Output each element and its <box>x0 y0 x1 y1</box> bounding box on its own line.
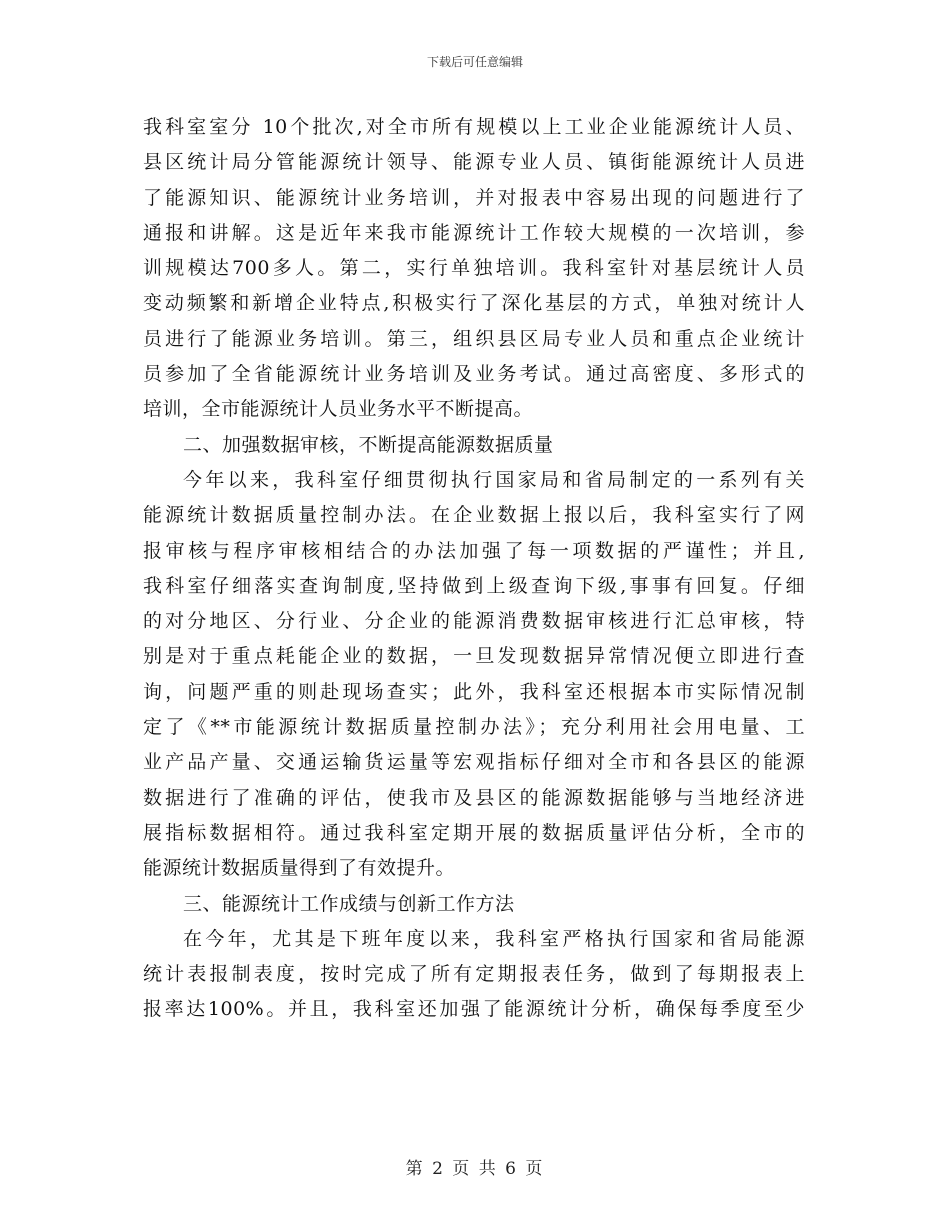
paragraph-line: 员进行了能源业务培训。第三，组织县区局专业人员和重点企业统计 <box>143 327 805 350</box>
paragraph-line: 我科室室分 10个批次,对全市所有规模以上工业企业能源统计人员、 <box>143 116 805 138</box>
paragraph-line: 在今年，尤其是下班年度以来，我科室严格执行国家和省局能源 <box>183 927 805 950</box>
paragraph-line: 县区统计局分管能源统计领导、能源专业人员、镇街能源统计人员进 <box>143 151 805 174</box>
paragraph-line: 训规模达700多人。第二，实行单独培训。我科室针对基层统计人员 <box>143 257 805 280</box>
paragraph-line: 今年以来，我科室仔细贯彻执行国家局和省局制定的一系列有关 <box>183 468 805 491</box>
paragraph-line: 能源统计数据质量控制办法。在企业数据上报以后，我科室实行了网 <box>143 504 805 527</box>
paragraph-line: 员参加了全省能源统计业务培训及业务考试。通过高密度、多形式的 <box>143 363 805 386</box>
section-heading: 二、加强数据审核，不断提高能源数据质量 <box>183 433 554 456</box>
paragraph-line: 培训，全市能源统计人员业务水平不断提高。 <box>143 398 534 421</box>
paragraph-line: 别是对于重点耗能企业的数据，一旦发现数据异常情况便立即进行查 <box>143 645 805 668</box>
paragraph-line: 了能源知识、能源统计业务培训，并对报表中容易出现的问题进行了 <box>143 186 805 209</box>
paragraph-line: 数据进行了准确的评估，使我市及县区的能源数据能够与当地经济进 <box>143 786 805 809</box>
paragraph-line: 报率达100%。并且，我科室还加强了能源统计分析，确保每季度至少 <box>143 998 805 1021</box>
paragraph-line: 业产品产量、交通运输货运量等宏观指标仔细对全市和各县区的能源 <box>143 751 805 774</box>
section-heading: 三、能源统计工作成绩与创新工作方法 <box>183 892 515 915</box>
paragraph-line: 我科室仔细落实查询制度,坚持做到上级查询下级,事事有回复。仔细 <box>143 574 805 597</box>
paragraph-line: 报审核与程序审核相结合的办法加强了每一项数据的严谨性；并且, <box>143 539 805 562</box>
paragraph-line: 展指标数据相符。通过我科室定期开展的数据质量评估分析，全市的 <box>143 821 805 844</box>
paragraph-line: 定了《**市能源统计数据质量控制办法》；充分利用社会用电量、工 <box>143 716 805 739</box>
document-body <box>143 110 805 1028</box>
page-header: 下载后可任意编辑 <box>426 55 523 69</box>
paragraph-line: 变动频繁和新增企业特点,积极实行了深化基层的方式，单独对统计人 <box>143 292 805 315</box>
paragraph-line: 能源统计数据质量得到了有效提升。 <box>143 857 456 880</box>
page-footer: 第 2 页 共 6 页 <box>405 1159 545 1179</box>
paragraph-line: 通报和讲解。这是近年来我市能源统计工作较大规模的一次培训，参 <box>143 221 805 244</box>
paragraph-line: 的对分地区、分行业、分企业的能源消费数据审核进行汇总审核，特 <box>143 610 805 633</box>
paragraph-line: 统计表报制表度，按时完成了所有定期报表任务，做到了每期报表上 <box>143 963 805 986</box>
paragraph-line: 询，问题严重的则赴现场查实；此外，我科室还根据本市实际情况制 <box>143 680 805 703</box>
